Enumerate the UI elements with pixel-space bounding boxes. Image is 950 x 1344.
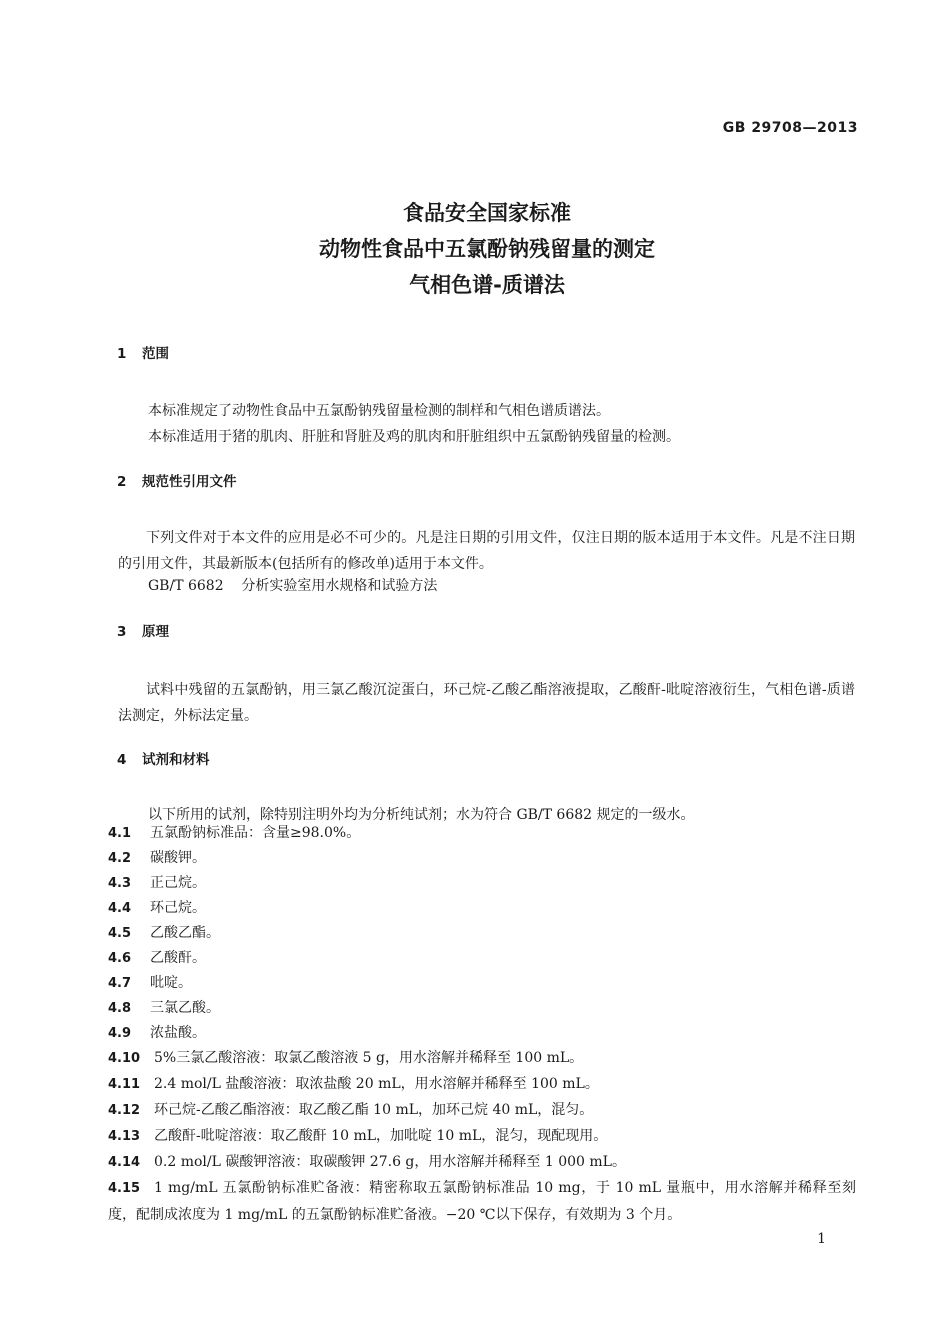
item-number: 4.2	[108, 851, 132, 866]
section-title: 范围	[142, 346, 169, 362]
item-text: 乙酸酐-吡啶溶液：取乙酸酐 10 mL，加吡啶 10 mL，混匀，现配现用。	[154, 1128, 608, 1144]
section-3-heading	[117, 622, 169, 642]
item-text: 5%三氯乙酸溶液：取氯乙酸溶液 5 g，用水溶解并稀释至 100 mL。	[154, 1050, 584, 1066]
section-number: 3	[117, 624, 127, 640]
list-item	[108, 995, 220, 1022]
item-number: 4.6	[108, 951, 132, 966]
section-title: 原理	[142, 624, 169, 640]
reference-title: 分析实验室用水规格和试验方法	[241, 578, 438, 594]
item-text: 吡啶。	[150, 975, 192, 991]
section-3-paragraph-1: 试料中残留的五氯酚钠，用三氯乙酸沉淀蛋白，环己烷-乙酸乙酯溶液提取，乙酸酐-吡啶溶液衍生，气相色谱-质谱法测定，外标法定量。	[118, 682, 855, 724]
list-item	[108, 945, 206, 972]
item-text: 碳酸钾。	[150, 850, 206, 866]
item-number: 4.9	[108, 1026, 132, 1041]
section-2-paragraph-1: 下列文件对于本文件的应用是必不可少的。凡是注日期的引用文件，仅注日期的版本适用于本文件。凡是不注日期的引用文件，其最新版本(包括所有的修改单)适用于本文件。	[118, 530, 855, 572]
item-text: 环己烷-乙酸乙酯溶液：取乙酸乙酯 10 mL，加环己烷 40 mL，混匀。	[154, 1102, 594, 1118]
item-text: 0.2 mol/L 碳酸钾溶液：取碳酸钾 27.6 g，用水溶解并稀释至 1 000 mL。	[154, 1154, 626, 1170]
section-4-intro: 以下所用的试剂，除特别注明外均为分析纯试剂；水为符合 GB/T 6682 规定的一级水。	[148, 807, 695, 823]
list-item	[108, 970, 192, 997]
list-item	[108, 1020, 206, 1047]
item-text: 乙酸酐。	[150, 950, 206, 966]
page-number: 1	[817, 1231, 826, 1247]
list-item	[108, 870, 206, 897]
section-title: 规范性引用文件	[142, 474, 237, 490]
item-number: 4.14	[108, 1155, 141, 1170]
document-title-line3: 气相色谱-质谱法	[409, 273, 565, 297]
section-4-heading	[117, 750, 210, 770]
item-number: 4.12	[108, 1103, 141, 1118]
item-text: 乙酸乙酯。	[150, 925, 220, 941]
list-item	[108, 1097, 593, 1124]
item-text: 浓盐酸。	[150, 1025, 206, 1041]
item-number: 4.11	[108, 1077, 141, 1092]
list-item	[108, 1045, 583, 1072]
normative-reference	[148, 573, 437, 599]
list-item	[108, 1071, 599, 1098]
list-item	[108, 920, 220, 947]
item-number: 4.4	[108, 901, 132, 916]
item-text: 五氯酚钠标准品：含量≥98.0%。	[150, 825, 361, 841]
item-text: 环己烷。	[150, 900, 206, 916]
item-text: 2.4 mol/L 盐酸溶液：取浓盐酸 20 mL，用水溶解并稀释至 100 mL。	[154, 1076, 599, 1092]
section-1-paragraph-1: 本标准规定了动物性食品中五氯酚钠残留量检测的制样和气相色谱质谱法。	[148, 403, 610, 419]
section-1-paragraph-2: 本标准适用于猪的肌肉、肝脏和肾脏及鸡的肌肉和肝脏组织中五氯酚钠残留量的检测。	[148, 429, 680, 445]
section-1-heading	[117, 344, 169, 364]
item-number: 4.15	[108, 1181, 141, 1196]
item-number: 4.8	[108, 1001, 132, 1016]
section-title: 试剂和材料	[142, 752, 210, 768]
item-text: 三氯乙酸。	[150, 1000, 220, 1016]
document-title-line2: 动物性食品中五氯酚钠残留量的测定	[319, 237, 655, 261]
item-text: 1 mg/mL 五氯酚钠标准贮备液：精密称取五氯酚钠标准品 10 mg，于 10 mL 量瓶中，用水溶解并稀释至刻度，配制成浓度为 1 mg/mL 的五氯酚钠标准贮备液。−20 ℃以下保存，有效期为 3 个月。	[108, 1180, 856, 1223]
section-2-heading	[117, 472, 237, 492]
item-number: 4.13	[108, 1129, 141, 1144]
list-item	[108, 820, 360, 847]
section-number: 1	[117, 346, 127, 362]
item-number: 4.5	[108, 926, 132, 941]
reference-code: GB/T 6682	[148, 578, 224, 594]
item-number: 4.7	[108, 976, 132, 991]
item-number: 4.3	[108, 876, 132, 891]
section-number: 2	[117, 474, 127, 490]
list-item	[108, 895, 206, 922]
item-text: 正己烷。	[150, 875, 206, 891]
list-item	[108, 845, 206, 872]
standard-number: GB 29708—2013	[722, 120, 858, 136]
item-number: 4.1	[108, 826, 132, 841]
item-number: 4.10	[108, 1051, 141, 1066]
document-title-line1: 食品安全国家标准	[403, 201, 571, 225]
list-item	[108, 1123, 607, 1150]
section-number: 4	[117, 752, 127, 768]
list-item	[108, 1175, 856, 1229]
list-item	[108, 1149, 626, 1176]
